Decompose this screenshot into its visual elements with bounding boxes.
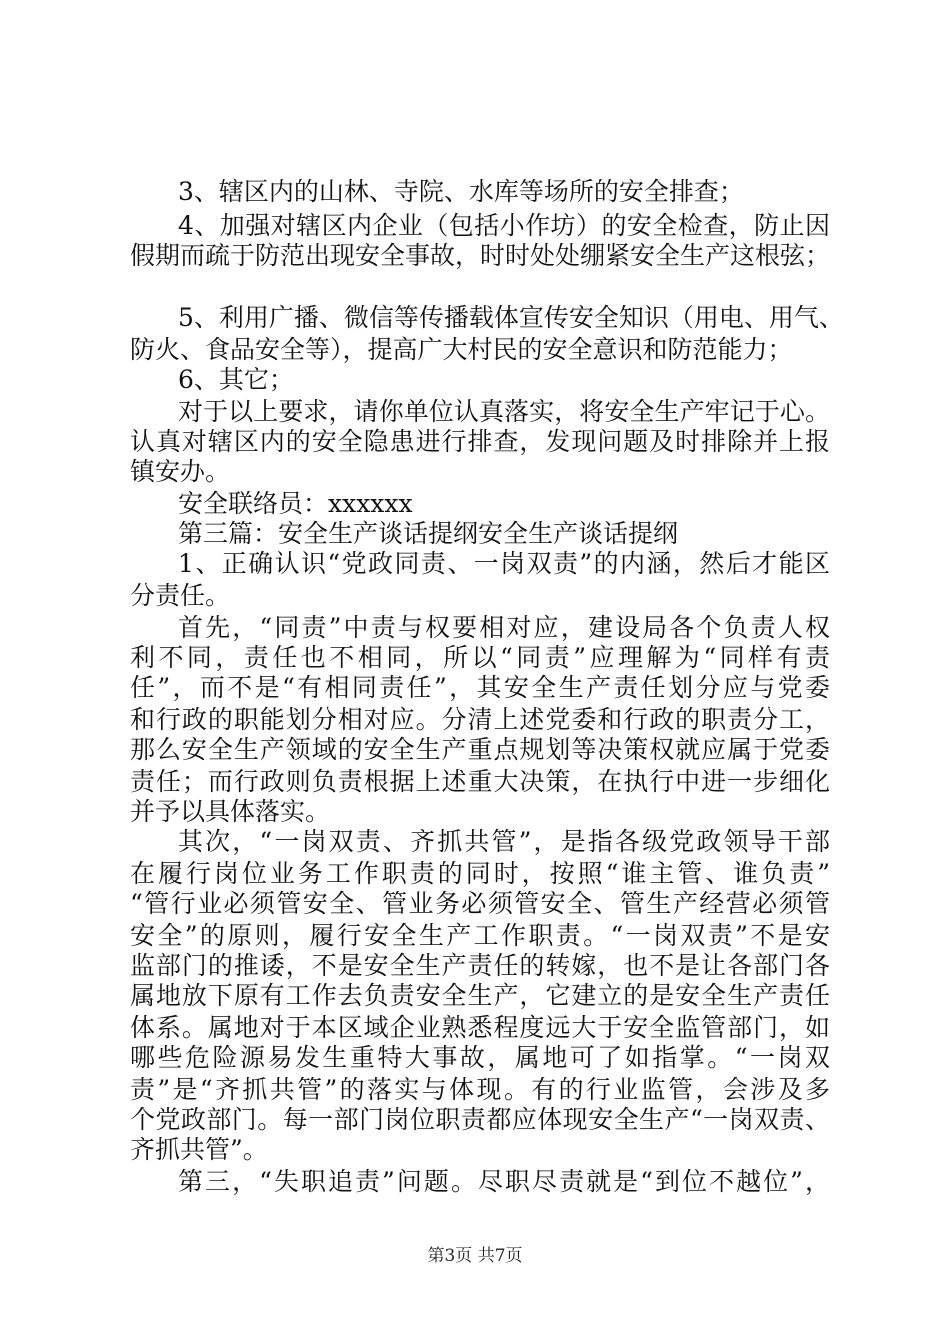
text-line: 监部门的推诿，不是安全生产责任的转嫁，也不是让各部门各: [130, 951, 830, 980]
text-line: “管行业必须管安全、管业务必须管安全、管生产经营必须管: [130, 889, 830, 918]
text-line: 任”，而不是“有相同责任”，其安全生产责任划分应与党委: [130, 673, 830, 702]
text-line: 5、利用广播、微信等传播载体宣传安全知识（用电、用气、: [178, 303, 844, 332]
text-line: 哪些危险源易发生重特大事故，属地可了如指掌。“一岗双: [130, 1043, 830, 1072]
text-line: 并予以具体落实。: [130, 797, 331, 826]
text-line: 那么安全生产领域的安全生产重点规划等决策权就应属于党委: [130, 735, 830, 764]
text-line: 在履行岗位业务工作职责的同时，按照“谁主管、谁负责”: [130, 859, 830, 888]
text-line: 责”是“齐抓共管”的落实与体现。有的行业监管，会涉及多: [130, 1075, 830, 1104]
text-line: 分责任。: [130, 581, 231, 610]
text-line: 4、加强对辖区内企业（包括小作坊）的安全检查，防止因: [178, 211, 830, 240]
text-line: 假期而疏于防范出现安全事故，时时处处绷紧安全生产这根弦；: [130, 241, 831, 270]
text-line: 属地放下原有工作去负责安全生产，它建立的是安全生产责任: [130, 981, 830, 1010]
text-line: 安全”的原则，履行安全生产工作职责。“一岗双责”不是安: [130, 921, 830, 950]
text-line: 责任；而行政则负责根据上述重大决策，在执行中进一步细化: [130, 767, 830, 796]
text-line: 首先，“同责”中责与权要相对应，建设局各个负责人权: [178, 613, 830, 642]
section-heading: 第三篇：安全生产谈话提纲安全生产谈话提纲: [178, 519, 679, 548]
text-line: 体系。属地对于本区域企业熟悉程度远大于安全监管部门，如: [130, 1013, 830, 1042]
text-line: 和行政的职能划分相对应。分清上述党委和行政的职责分工，: [130, 705, 830, 734]
text-line: 镇安办。: [130, 457, 231, 486]
text-line: 3、辖区内的山林、寺院、水库等场所的安全排查；: [178, 177, 744, 206]
text-line: 6、其它；: [178, 365, 294, 394]
text-line: 对于以上要求，请你单位认真落实，将安全生产牢记于心。: [178, 397, 830, 426]
text-line: 第三，“失职追责”问题。尽职尽责就是“到位不越位”，: [178, 1167, 830, 1196]
text-line: 利不同，责任也不相同，所以“同责”应理解为“同样有责: [130, 643, 830, 672]
text-line: 其次，“一岗双责、齐抓共管”，是指各级党政领导干部: [178, 827, 830, 856]
text-line: 防火、食品安全等），提高广大村民的安全意识和防范能力；: [130, 335, 793, 364]
text-line: 个党政部门。每一部门岗位职责都应体现安全生产“一岗双责、: [130, 1105, 830, 1134]
text-line: 1、正确认识“党政同责、一岗双责”的内涵，然后才能区: [178, 549, 830, 578]
page-number-footer: 第3页 共7页: [427, 1246, 523, 1266]
text-line: 齐抓共管”。: [130, 1135, 268, 1164]
contact-line: 安全联络员：xxxxxx: [178, 489, 413, 518]
text-line: 认真对辖区内的安全隐患进行排查，发现问题及时排除并上报: [130, 427, 830, 456]
